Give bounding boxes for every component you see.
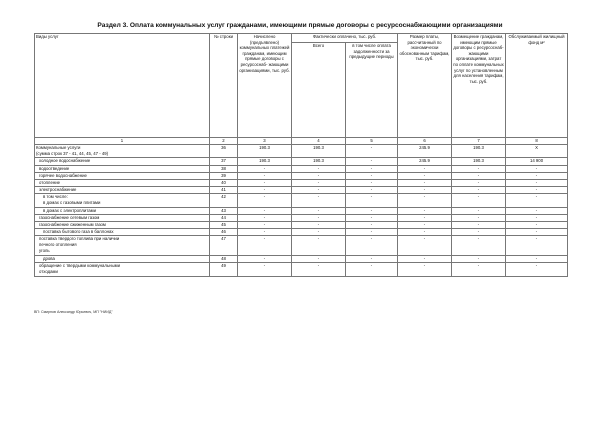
- row-number: 43: [210, 207, 238, 214]
- row-value: -: [506, 214, 568, 221]
- row-label: [35, 158, 210, 165]
- row-label-line: обращение с твердыми коммунальными: [39, 263, 120, 269]
- row-value: -: [238, 179, 292, 186]
- row-value: -: [292, 194, 346, 207]
- table-row: [35, 229, 568, 236]
- row-value: -: [452, 165, 506, 172]
- row-number: 39: [210, 172, 238, 179]
- row-value: -: [452, 187, 506, 194]
- row-label-line: поставка бытового газа в баллонах: [43, 229, 114, 235]
- row-value: -: [398, 165, 452, 172]
- row-value: -: [346, 214, 398, 221]
- row-value: -: [506, 165, 568, 172]
- row-value: -: [292, 179, 346, 186]
- row-value: -: [346, 187, 398, 194]
- row-value: 14 900: [506, 158, 568, 165]
- row-value: -: [346, 172, 398, 179]
- row-number: 44: [210, 214, 238, 221]
- row-value: -: [398, 236, 452, 256]
- row-value: 190.3: [238, 145, 292, 158]
- row-number: 47: [210, 236, 238, 256]
- row-value: -: [238, 256, 292, 263]
- table-row: [35, 263, 568, 276]
- row-value: -: [398, 256, 452, 263]
- header-accrued: Начислено (предъявлено) коммунальных платежей гражданам, имеющим прямые договоры с ресурсоснаб- жающими организациями, тыс. руб.: [238, 34, 292, 138]
- column-number: 5: [346, 138, 398, 145]
- header-service: Виды услуг: [35, 34, 210, 138]
- row-number: 37: [210, 158, 238, 165]
- row-label-line: поставка твердого топлива при наличии: [39, 236, 120, 242]
- row-number: 38: [210, 165, 238, 172]
- row-value: -: [452, 222, 506, 229]
- column-number: 4: [292, 138, 346, 145]
- row-value: -: [292, 222, 346, 229]
- row-label: [35, 187, 210, 194]
- row-label: [35, 236, 210, 256]
- row-label: [35, 229, 210, 236]
- column-number: 1: [35, 138, 210, 145]
- column-number: 2: [210, 138, 238, 145]
- row-label-line: отходами: [39, 268, 58, 274]
- section-title: Раздел 3. Оплата коммунальных услуг гражданами, имеющими прямые договоры с ресурсоснабжающими организациями: [97, 22, 503, 29]
- row-number: 49: [210, 263, 238, 276]
- row-number: 46: [210, 229, 238, 236]
- table-row: [35, 207, 568, 214]
- row-value: X: [506, 145, 568, 158]
- row-value: -: [292, 229, 346, 236]
- row-value: -: [398, 229, 452, 236]
- row-value: -: [292, 263, 346, 276]
- row-label-line: Коммунальные услуги: [36, 145, 81, 150]
- row-value: -: [238, 207, 292, 214]
- row-value: -: [452, 179, 506, 186]
- row-value: -: [398, 207, 452, 214]
- row-value: -: [506, 194, 568, 207]
- row-value: -: [292, 165, 346, 172]
- row-value: -: [292, 187, 346, 194]
- row-label-line: газоснабжение сетевым газом: [39, 214, 100, 220]
- row-label-line: печного отопления: [39, 242, 77, 248]
- row-value: 190.3: [292, 145, 346, 158]
- row-value: -: [506, 256, 568, 263]
- table-row: [35, 165, 568, 172]
- column-number: 7: [452, 138, 506, 145]
- row-label-line: в домах с газовыми плитами: [43, 199, 101, 205]
- row-value: -: [452, 194, 506, 207]
- row-number: 41: [210, 187, 238, 194]
- table-row: [35, 222, 568, 229]
- row-value: -: [506, 229, 568, 236]
- row-value: -: [506, 263, 568, 276]
- column-number: 3: [238, 138, 292, 145]
- row-value: -: [346, 179, 398, 186]
- header-row-number: № строки: [210, 34, 238, 138]
- row-value: -: [346, 194, 398, 207]
- row-value: -: [506, 172, 568, 179]
- row-label: [35, 165, 210, 172]
- header-paid-total: Всего: [292, 43, 346, 138]
- row-value: -: [346, 236, 398, 256]
- row-label: [35, 263, 210, 276]
- row-number: 42: [210, 194, 238, 207]
- row-label-line: горячее водоснабжение: [39, 172, 87, 178]
- row-label: [35, 145, 210, 158]
- row-label: [35, 172, 210, 179]
- row-value: -: [452, 207, 506, 214]
- row-number: 45: [210, 222, 238, 229]
- row-value: -: [398, 194, 452, 207]
- row-value: 190.3: [292, 158, 346, 165]
- row-label-line: уголь: [39, 247, 50, 253]
- row-value: -: [292, 236, 346, 256]
- row-value: -: [452, 236, 506, 256]
- row-number: 36: [210, 145, 238, 158]
- table-row: [35, 187, 568, 194]
- row-value: 245.9: [398, 158, 452, 165]
- row-value: -: [292, 256, 346, 263]
- row-value: -: [238, 222, 292, 229]
- row-label-line: газоснабжение сжиженным газом: [39, 222, 106, 228]
- row-value: -: [506, 222, 568, 229]
- row-label: [35, 194, 210, 207]
- row-value: -: [346, 145, 398, 158]
- header-paid-group: Фактически оплачено, тыс. руб.: [292, 34, 398, 43]
- footer-note: ВП: Смирнов Александр Юрьевич, МП "НИИД": [34, 310, 113, 314]
- row-value: -: [506, 207, 568, 214]
- row-value: -: [238, 214, 292, 221]
- row-value: -: [346, 256, 398, 263]
- header-paid-debt: в том числе оплата задолженности за предыдущие периоды: [346, 43, 398, 138]
- row-label-line: холодное водоснабжение: [39, 158, 91, 164]
- row-value: -: [398, 263, 452, 276]
- column-number: 6: [398, 138, 452, 145]
- row-value: 190.3: [452, 158, 506, 165]
- table-row: [35, 145, 568, 158]
- row-value: -: [346, 263, 398, 276]
- table-row: [35, 172, 568, 179]
- row-value: -: [238, 194, 292, 207]
- row-value: -: [506, 236, 568, 256]
- row-label-line: в домах с электроплитами: [43, 207, 96, 213]
- row-value: -: [238, 187, 292, 194]
- row-value: -: [238, 236, 292, 256]
- row-value: -: [452, 214, 506, 221]
- row-value: -: [346, 207, 398, 214]
- table-row: [35, 214, 568, 221]
- row-label-line: водоотведение: [39, 165, 70, 171]
- row-label: [35, 179, 210, 186]
- row-value: -: [238, 165, 292, 172]
- row-value: -: [398, 187, 452, 194]
- column-number: 8: [506, 138, 568, 145]
- row-number: 40: [210, 179, 238, 186]
- row-label-line: дрова: [43, 256, 55, 262]
- row-label: [35, 207, 210, 214]
- row-value: -: [292, 207, 346, 214]
- row-label-line: (сумма строк 37 - 41, 44, 45, 47 - 49): [36, 150, 109, 156]
- row-value: -: [238, 172, 292, 179]
- utility-payments-table: [34, 33, 568, 277]
- column-numbers-row: [35, 138, 568, 145]
- row-label-line: отопление: [39, 179, 60, 185]
- table-row: [35, 236, 568, 256]
- row-number: 48: [210, 256, 238, 263]
- row-label-line: в том числе:: [43, 194, 68, 200]
- table-row: [35, 179, 568, 186]
- row-value: -: [398, 172, 452, 179]
- header-tariff: Размер платы, рассчитанный по экономически обоснованным тарифам, тыс. руб.: [398, 34, 452, 138]
- row-value: -: [398, 222, 452, 229]
- table-row: [35, 158, 568, 165]
- row-value: -: [452, 256, 506, 263]
- row-value: -: [346, 229, 398, 236]
- header-area: Обслуживаемый жилищный фонд м²: [506, 34, 568, 138]
- row-value: -: [506, 179, 568, 186]
- row-value: 190.3: [452, 145, 506, 158]
- row-value: -: [452, 229, 506, 236]
- row-value: -: [346, 158, 398, 165]
- row-value: -: [506, 187, 568, 194]
- row-value: 245.9: [398, 145, 452, 158]
- row-label: [35, 256, 210, 263]
- row-label-line: электроснабжение: [39, 187, 77, 193]
- row-value: -: [346, 222, 398, 229]
- row-value: -: [398, 214, 452, 221]
- row-value: -: [452, 172, 506, 179]
- row-value: -: [238, 229, 292, 236]
- row-value: -: [292, 214, 346, 221]
- row-value: 190.3: [238, 158, 292, 165]
- table-row: [35, 194, 568, 207]
- row-value: -: [346, 165, 398, 172]
- row-value: -: [398, 179, 452, 186]
- row-value: -: [292, 172, 346, 179]
- row-value: -: [238, 263, 292, 276]
- table-row: [35, 256, 568, 263]
- row-label: [35, 222, 210, 229]
- row-value: -: [452, 263, 506, 276]
- row-label: [35, 214, 210, 221]
- header-compensation: Возмещение гражданам, имеющим прямые договоры с ресурсоснаб- жающими организациями, затрат по оплате коммунальных услуг по установленным для населения тарифам, тыс. руб.: [452, 34, 506, 138]
